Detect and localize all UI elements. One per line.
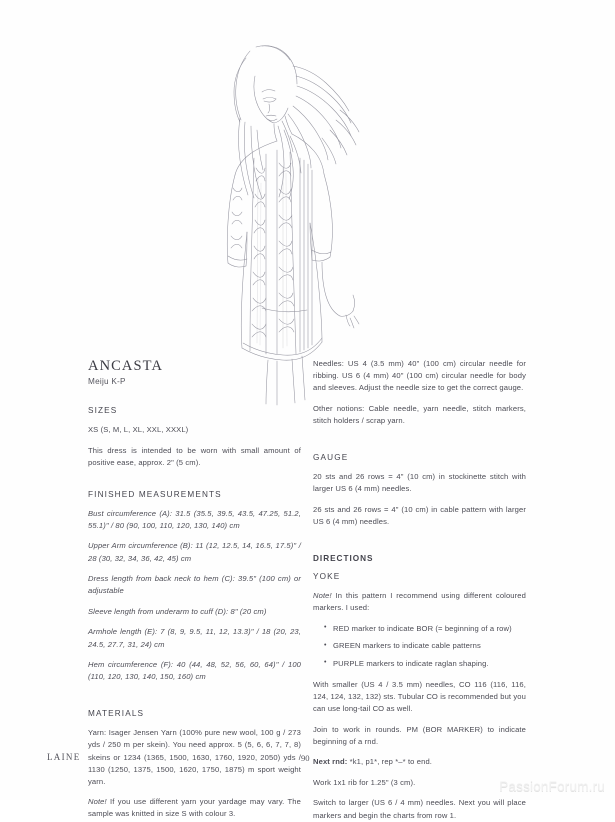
footer-brand: LAINE bbox=[47, 752, 81, 762]
yoke-marker-note bbox=[313, 590, 526, 614]
materials-heading: MATERIALS bbox=[88, 709, 145, 719]
gauge-cable: 26 sts and 26 rows = 4" (10 cm) in cable pattern with larger US 6 (4 mm) needles. bbox=[313, 504, 526, 526]
join-rounds-instruction: Join to work in rounds. PM (BOR MARKER) to indicate beginning of a rnd. bbox=[313, 724, 526, 746]
measurement-bust: Bust circumference (A): 31.5 (35.5, 39.5, 43.5, 47.25, 51.2, 55.1)" / 80 (90, 100, 110, 120, 130, 140) cm bbox=[88, 508, 301, 530]
finished-measurements-heading: FINISHED MEASUREMENTS bbox=[88, 489, 222, 499]
measurement-upper-arm: Upper Arm circumference (B): 11 (12, 12.5, 14, 16.5, 17.5)" / 28 (30, 32, 34, 36, 42, 45) cm bbox=[88, 541, 301, 563]
next-round-label: Next rnd: bbox=[313, 757, 348, 767]
yoke-heading: YOKE bbox=[313, 571, 341, 581]
page-number: 90 bbox=[301, 753, 310, 763]
next-round-instruction bbox=[313, 756, 526, 768]
left-column bbox=[88, 358, 301, 820]
materials-yarn: Yarn: Isager Jensen Yarn (100% pure new wool, 100 g / 273 yds / 250 m per skein). You need approx. 5 (5, 6, 6, 7, 7, 8) skeins or 1234 (1365, 1500, 1630, 1760, 1920, 2050) yds / 1130 (1250, 1375, 1500, 1620, 1750, 1875) m sport weight yarn. bbox=[88, 728, 301, 786]
measurement-dress-length: Dress length from back neck to hem (C): 39.5" (100 cm) or adjustable bbox=[88, 574, 301, 596]
yoke-note-label: Note! bbox=[313, 590, 332, 600]
page-title: ANCASTA bbox=[88, 358, 164, 374]
list-item: • GREEN markers to indicate cable patterns bbox=[333, 640, 526, 652]
measurement-hem-circumference: Hem circumference (F): 40 (44, 48, 52, 56, 60, 64)" / 100 (110, 120, 130, 140, 150, 160) cm bbox=[88, 660, 301, 682]
materials-note-label: Note! bbox=[88, 797, 107, 807]
list-item: • RED marker to indicate BOR (= beginning of a row) bbox=[333, 623, 526, 635]
rib-instruction: Work 1x1 rib for 1.25" (3 cm). bbox=[313, 777, 416, 787]
directions-heading: DIRECTIONS bbox=[313, 553, 374, 563]
fashion-sketch-illustration bbox=[150, 18, 390, 358]
right-column bbox=[313, 358, 526, 822]
measurement-armhole-length: Armhole length (E): 7 (8, 9, 9.5, 11, 12, 13.3)" / 18 (20, 23, 24.5, 27.7, 31, 24) cm bbox=[88, 627, 301, 649]
sizes-heading: SIZES bbox=[88, 406, 118, 415]
next-round-text: *k1, p1*, rep *–* to end. bbox=[347, 757, 433, 767]
materials-note bbox=[88, 796, 301, 820]
cast-on-instruction: With smaller (US 4 / 3.5 mm) needles, CO 116 (116, 116, 124, 124, 132, 132) sts. Tubular CO is recommended but you can use long-tail CO as well. bbox=[313, 679, 526, 713]
watermark: PassionForum.ru bbox=[499, 779, 605, 794]
switch-needles-instruction: Switch to larger (US 6 / 4 mm) needles. Next you will place markers and begin the charts from row 1. bbox=[313, 798, 526, 820]
gauge-stockinette: 20 sts and 26 rows = 4" (10 cm) in stockinette stitch with larger US 6 (4 mm) needles. bbox=[313, 471, 526, 494]
materials-note-text: If you use different yarn your yardage may vary. The sample was knitted in size S with colour 3. bbox=[88, 797, 301, 819]
ease-note: This dress is intended to be worn with small amount of positive ease, approx. 2" (5 cm). bbox=[88, 445, 301, 467]
designer-name: Meiju K-P bbox=[88, 377, 126, 386]
marker-colour-list bbox=[313, 623, 526, 670]
size-list: XS (S, M, L, XL, XXL, XXXL) bbox=[88, 425, 189, 434]
other-notions-paragraph: Other notions: Cable needle, yarn needle, stitch markers, stitch holders / scrap yarn. bbox=[313, 403, 526, 425]
list-item: • PURPLE markers to indicate raglan shaping. bbox=[333, 658, 526, 670]
gauge-heading: GAUGE bbox=[313, 452, 349, 462]
yoke-note-text: In this pattern I recommend using different coloured markers. I used: bbox=[313, 590, 526, 612]
needles-paragraph: Needles: US 4 (3.5 mm) 40" (100 cm) circular needle for ribbing. US 6 (4 mm) 40" (100 cm) circular needle for body and sleeves. Adjust the needle size to get the correct gauge. bbox=[313, 359, 526, 393]
measurement-sleeve-length: Sleeve length from underarm to cuff (D): 8" (20 cm) bbox=[88, 606, 267, 616]
